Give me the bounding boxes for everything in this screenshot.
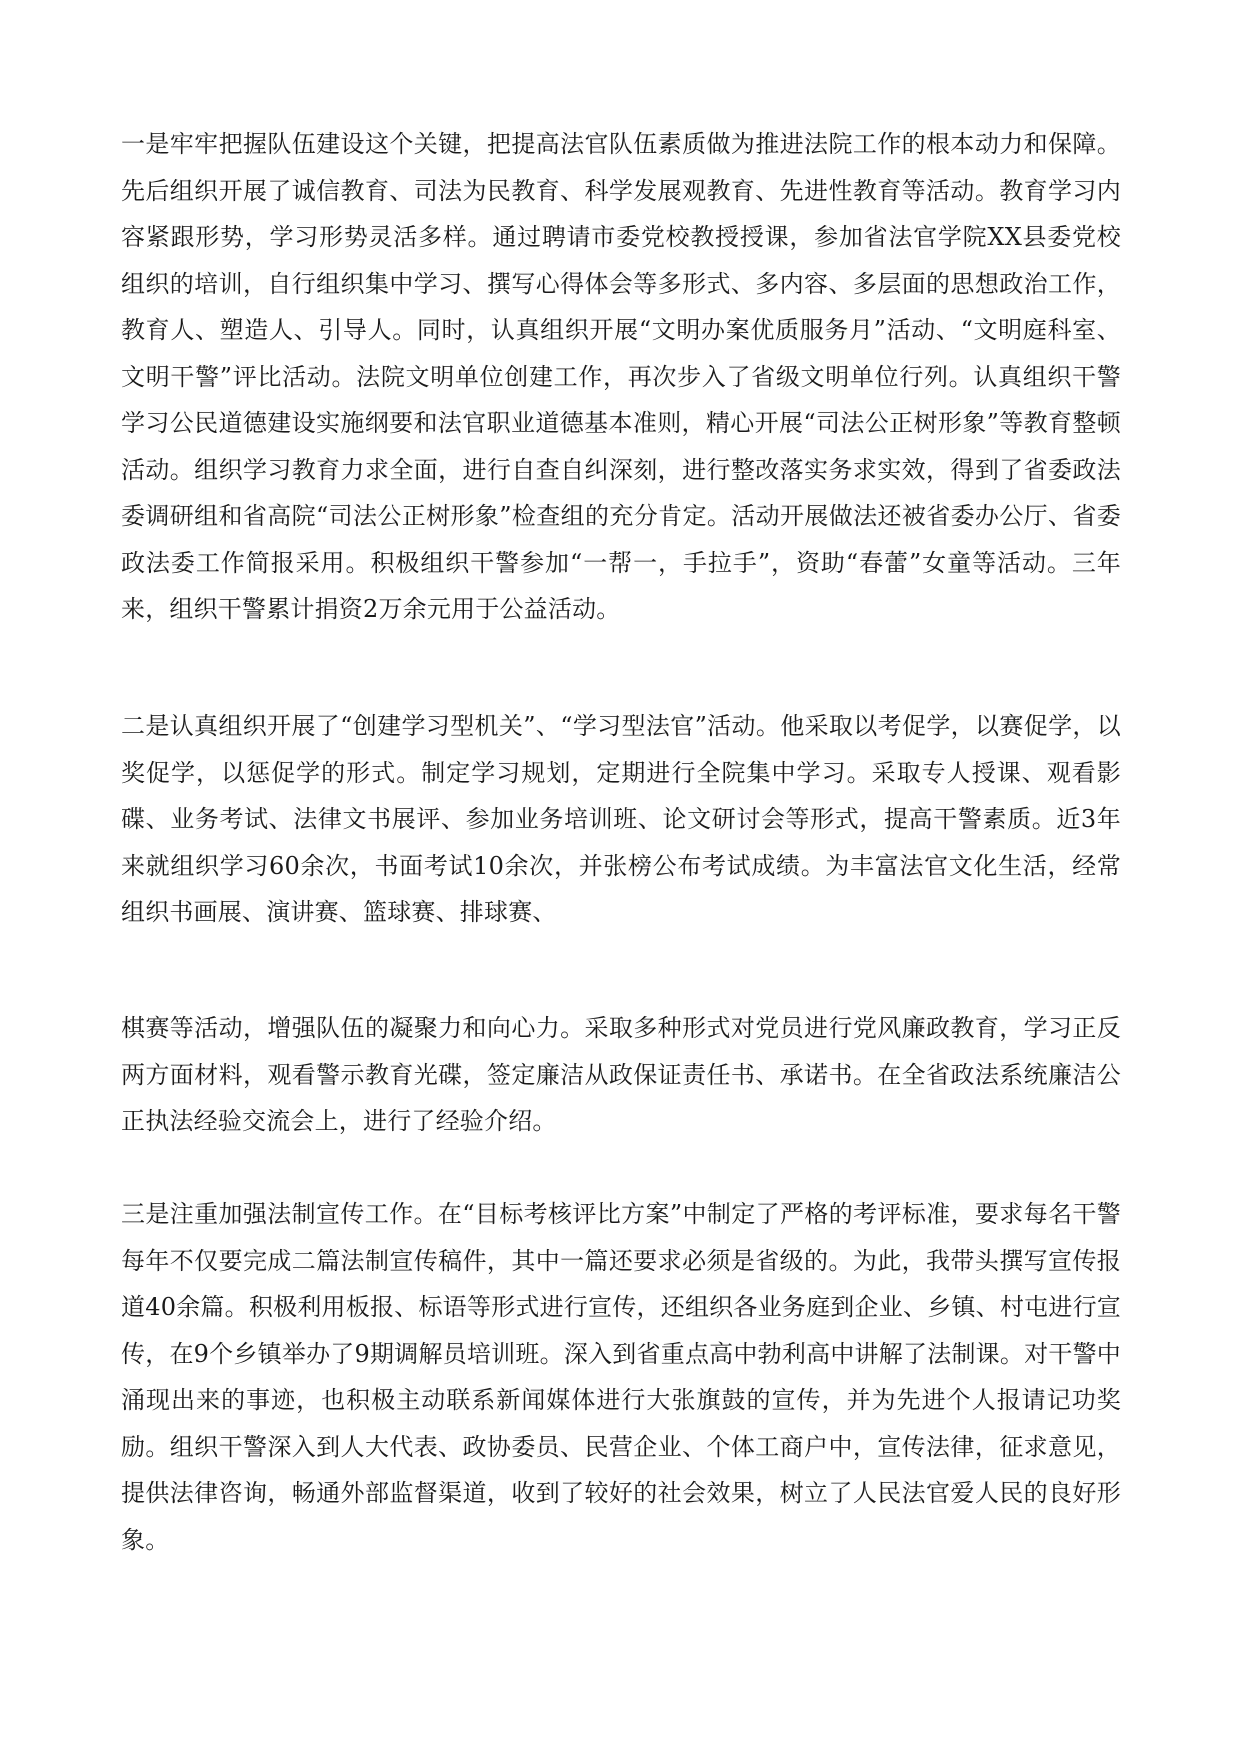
paragraph-team-building: 一是牢牢把握队伍建设这个关键，把提高法官队伍素质做为推进法院工作的根本动力和保障。先后组织开展了诚信教育、司法为民教育、科学发展观教育、先进性教育等活动。教育学习内容紧跟形势，学习形势灵活多样。通过聘请市委党校教授授课，参加省法官学院XX县委党校组织的培训，自行组织集中学习、撰写心得体会等多形式、多内容、多层面的思想政治工作，教育人、塑造人、引导人。同时，认真组织开展“文明办案优质服务月”活动、“文明庭科室、文明干警”评比活动。法院文明单位创建工作，再次步入了省级文明单位行列。认真组织干警学习公民道德建设实施纲要和法官职业道德基本准则，精心开展“司法公正树形象”等教育整顿活动。组织学习教育力求全面，进行自查自纠深刻，进行整改落实务求实效，得到了省委政法委调研组和省高院“司法公正树形象”检查组的充分肯定。活动开展做法还被省委办公厅、省委政法委工作简报采用。积极组织干警参加“一帮一，手拉手”，资助“春蕾”女童等活动。三年来，组织干警累计捐资2万余元用于公益活动。	[121, 130, 1121, 623]
paragraph-integrity-education: 棋赛等活动，增强队伍的凝聚力和向心力。采取多种形式对党员进行党风廉政教育，学习正反两方面材料，观看警示教育光碟，签定廉洁从政保证责任书、承诺书。在全省政法系统廉洁公正执法经验交流会上，进行了经验介绍。	[121, 1014, 1121, 1135]
paragraph-legal-publicity: 三是注重加强法制宣传工作。在“目标考核评比方案”中制定了严格的考评标准，要求每名干警每年不仅要完成二篇法制宣传稿件，其中一篇还要求必须是省级的。为此，我带头撰写宣传报道40余篇。积极利用板报、标语等形式进行宣传，还组织各业务庭到企业、乡镇、村屯进行宣传，在9个乡镇举办了9期调解员培训班。深入到省重点高中勃利高中讲解了法制课。对干警中涌现出来的事迹，也积极主动联系新闻媒体进行大张旗鼓的宣传，并为先进个人报请记功奖励。组织干警深入到人大代表、政协委员、民营企业、个体工商户中，宣传法律，征求意见，提供法律咨询，畅通外部监督渠道，收到了较好的社会效果，树立了人民法官爱人民的良好形象。	[121, 1200, 1121, 1554]
paragraph-learning-activities: 二是认真组织开展了“创建学习型机关”、“学习型法官”活动。他采取以考促学，以赛促学，以奖促学，以惩促学的形式。制定学习规划，定期进行全院集中学习。采取专人授课、观看影碟、业务考试、法律文书展评、参加业务培训班、论文研讨会等形式，提高干警素质。近3年来就组织学习60余次，书面考试10余次，并张榜公布考试成绩。为丰富法官文化生活，经常组织书画展、演讲赛、篮球赛、排球赛、	[121, 712, 1121, 926]
